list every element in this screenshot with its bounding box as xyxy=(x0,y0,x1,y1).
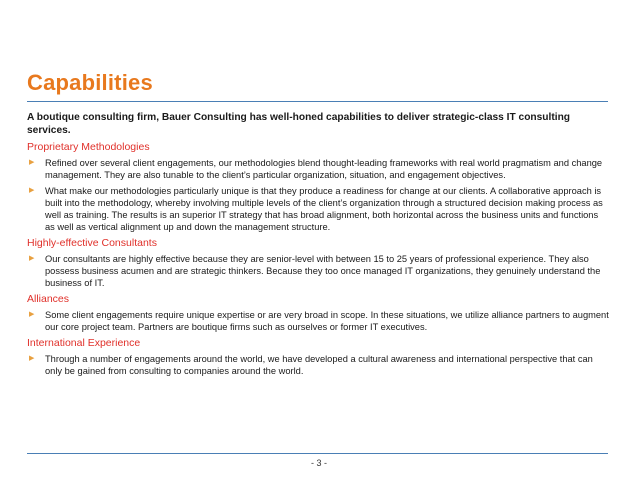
bullet-list xyxy=(27,353,609,377)
bullet-text: Some client engagements require unique expertise or are very broad in scope. In these situations, we utilize alliance partners to augment our core project team. Partners are boutique firms such as ourselves or former IT executives. xyxy=(45,310,609,332)
bullet-text: Our consultants are highly effective because they are senior-level with between 15 to 25 years of professional experience. They also possess business acumen and are strategic thinkers. Because they too once managed IT organizations, they genuinely understand the business of IT. xyxy=(45,254,601,288)
list-item xyxy=(27,309,609,333)
bullet-list xyxy=(27,253,609,289)
section-heading: Highly-effective Consultants xyxy=(27,237,157,249)
section-heading: Proprietary Methodologies xyxy=(27,141,150,153)
page-title: Capabilities xyxy=(27,70,153,95)
bullet-text: What make our methodologies particularly unique is that they produce a readiness for change at our clients. A collaborative approach is built into the methodology, whereby involving multiple levels of the client’s organization through a structured decision making process as well as training. The results is an superior IT strategy that has broad alignment, both horizontal across the business units and functions as well as vertical alignment up and down the management structure. xyxy=(45,186,603,232)
list-item xyxy=(27,253,609,289)
title-divider xyxy=(27,101,608,102)
bullet-text: Through a number of engagements around the world, we have developed a cultural awareness and international perspective that can only be gained from consulting to companies around the world. xyxy=(45,354,593,376)
section-heading: Alliances xyxy=(27,293,70,305)
triangle-right-icon: ▶ xyxy=(29,159,35,166)
section-consultants xyxy=(27,237,609,289)
intro-text: A boutique consulting firm, Bauer Consulting has well-honed capabilities to deliver strategic-class IT consulting services. xyxy=(27,112,571,136)
list-item xyxy=(27,185,609,233)
bullet-text: Refined over several client engagements, our methodologies blend thought-leading frameworks with real world pragmatism and change management. They are also tunable to the client’s particular organization, situation, and engagement objectives. xyxy=(45,158,603,180)
triangle-right-icon: ▶ xyxy=(29,255,35,262)
triangle-right-icon: ▶ xyxy=(29,355,35,362)
section-alliances xyxy=(27,293,609,333)
list-item xyxy=(27,353,609,377)
page-number: - 3 - xyxy=(310,458,327,468)
section-methodologies xyxy=(27,141,609,233)
triangle-right-icon: ▶ xyxy=(29,311,35,318)
footer-divider xyxy=(27,453,608,454)
content-area xyxy=(27,111,609,381)
section-international xyxy=(27,337,609,377)
bullet-list xyxy=(27,309,609,333)
bullet-list xyxy=(27,157,609,233)
section-heading: International Experience xyxy=(27,337,141,349)
list-item xyxy=(27,157,609,181)
triangle-right-icon: ▶ xyxy=(29,187,35,194)
